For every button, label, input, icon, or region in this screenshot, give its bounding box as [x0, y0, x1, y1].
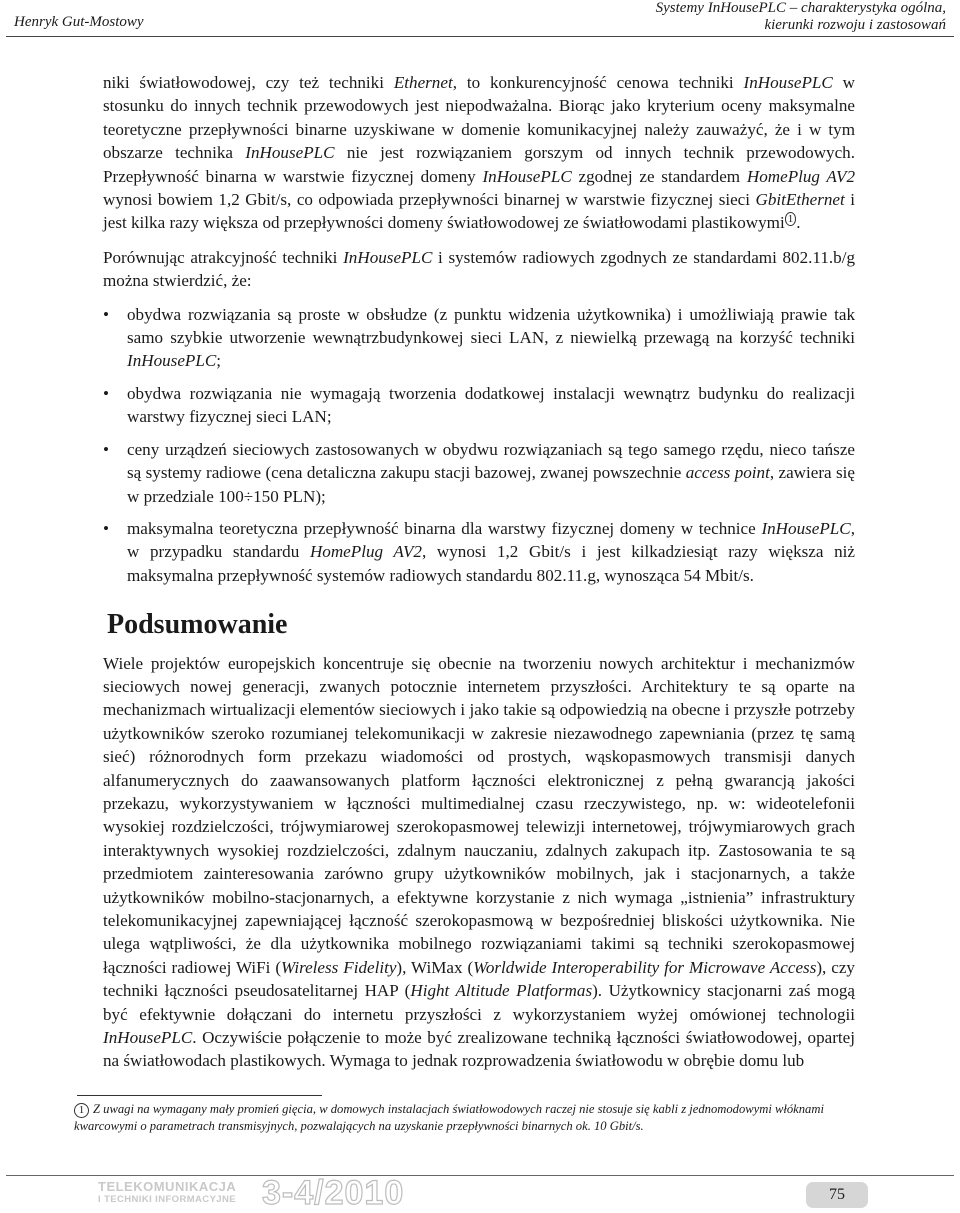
- header-title-line1: Systemy InHousePLC – charakterystyka ogólna,: [655, 0, 946, 16]
- italic-term: HomePlug AV2: [309, 542, 422, 562]
- footer-divider: [6, 1175, 954, 1176]
- paragraph-comparison: [103, 246, 855, 293]
- bullet-icon: •: [103, 518, 109, 538]
- text-run: , w przypadku standardu: [127, 518, 855, 562]
- footnote-mark: 1: [74, 1103, 89, 1118]
- text-run: ). Użytkownicy stacjonarni zaś mogą być efektywnie dołączani do internetu przyszłości z wykorzystaniem wyżej omówionej technologii: [103, 981, 855, 1024]
- bullet-icon: •: [103, 383, 109, 403]
- header-title: [656, 0, 946, 34]
- header-divider: [6, 36, 954, 37]
- footnote: [74, 1101, 874, 1135]
- bullet-text: [127, 519, 855, 585]
- bullet-item: [103, 382, 855, 429]
- paragraph-summary: [103, 652, 855, 1073]
- footnote-divider: [77, 1095, 322, 1096]
- text-run: i systemów radiowych zgodnych ze standardami 802.11.b/g można stwierdzić, że:: [103, 247, 855, 291]
- article-body: [103, 71, 855, 1073]
- text-run: niki światłowodowej, czy też techniki: [103, 73, 394, 92]
- italic-term: InHousePLC: [482, 166, 572, 186]
- text-run: w stosunku do innych technik przewodowych jest niepodważalna. Biorąc jako kryterium oceny maksymalne teoretyczne przepływności binarne uzyskiwane w domenie komunikacyjnej należy zauważyć, że i w tym obszarze technika: [103, 73, 855, 163]
- bullet-icon: •: [103, 304, 109, 324]
- text-run: . Oczywiście połączenie to może być zrealizowane techniką łączności światłowodowej, opartej na światłowodach plastikowych. Wymaga to jednak rozprowadzenia światłowodu w obrębie domu lub: [103, 1028, 855, 1071]
- bullet-item: [103, 438, 855, 508]
- italic-term: InHousePLC: [103, 1028, 193, 1048]
- journal-logo-line1: TELEKOMUNIKACJA: [98, 1179, 237, 1194]
- page-header: [0, 0, 960, 40]
- italic-term: access point: [685, 463, 770, 483]
- italic-term: Ethernet: [393, 73, 453, 92]
- text-run: obydwa rozwiązania nie wymagają tworzenia dodatkowej instalacji wewnątrz budynku do realizacji warstwy fizycznej sieci LAN;: [127, 383, 855, 427]
- text-run: zgodnej ze standardem: [571, 166, 747, 186]
- text-run: .: [796, 213, 801, 233]
- italic-term: GbitEthernet: [755, 190, 845, 210]
- italic-term: Worldwide Interoperability for Microwave Access: [473, 957, 817, 977]
- text-run: obydwa rozwiązania są proste w obsłudze (z punktu widzenia użytkownika) i umożliwiają prawie tak samo szybkie utworzenie wewnątrzbudynkowej sieci LAN, z niewielką przewagą na korzyść techniki: [127, 304, 855, 348]
- bullet-list: [103, 303, 855, 587]
- header-title-line2: kierunki rozwoju i zastosowań: [764, 17, 946, 33]
- text-run: nie jest rozwiązaniem gorszym od innych technik przewodowych. Przepływność binarna w warstwie fizycznej domeny: [103, 143, 855, 186]
- text-run: maksymalna teoretyczna przepływność binarna dla warstwy fizycznej domeny w technice: [127, 518, 762, 538]
- bullet-icon: •: [103, 439, 109, 459]
- text-run: , zawiera się w przedziale 100÷150 PLN);: [127, 463, 855, 506]
- bullet-text: [127, 440, 855, 506]
- text-run: i jest kilka razy większa od przepływności domeny światłowodowej ze światłowodami plastikowymi: [103, 190, 855, 233]
- bullet-text: [127, 384, 855, 426]
- journal-logo: [98, 1180, 236, 1206]
- italic-term: HomePlug AV2: [746, 166, 856, 186]
- header-author: Henryk Gut-Mostowy: [14, 14, 144, 30]
- text-run: , to konkurencyjność cenowa techniki: [452, 73, 744, 92]
- italic-term: Hight Altitude Platformas: [410, 981, 593, 1001]
- italic-term: Wireless Fidelity: [281, 957, 397, 977]
- text-run: wynosi bowiem 1,2 Gbit/s, co odpowiada przepływności binarnej w warstwie fizycznej sieci: [103, 190, 756, 210]
- italic-term: InHousePLC: [761, 518, 851, 538]
- paragraph-intro: [103, 71, 855, 235]
- footnote-text: Z uwagi na wymagany mały promień gięcia, w domowych instalacjach światłowodowych raczej nie stosuje się kabli z jednomodowymi włóknami kwarcowymi o parametrach transmisyjnych, pozwalających na uzyskanie przepływności binarnych ok. 10 Gbit/s.: [74, 1102, 824, 1133]
- footnote-reference: 1: [785, 212, 797, 226]
- section-heading: Podsumowanie: [107, 609, 288, 641]
- journal-logo-line2: I TECHNIKI INFORMACYJNE: [98, 1194, 236, 1205]
- bullet-item: [103, 303, 855, 373]
- italic-term: InHousePLC: [743, 73, 833, 92]
- page-number: 75: [806, 1182, 868, 1208]
- issue-number: 3-4/2010: [262, 1174, 405, 1212]
- text-run: , wynosi 1,2 Gbit/s i jest kilkadziesiąt razy większa niż maksymalna przepływność systemów radiowych standardu 802.11.g, wynosząca 54 Mbit/s.: [127, 542, 855, 585]
- text-run: ;: [216, 351, 222, 371]
- bullet-text: [127, 305, 855, 371]
- text-run: Porównując atrakcyjność techniki: [103, 247, 344, 267]
- italic-term: InHousePLC: [127, 351, 217, 371]
- text-run: ceny urządzeń sieciowych zastosowanych w obydwu rozwiązaniach są tego samego rzędu, nieco tańsze są systemy radiowe (cena detaliczna zakupu stacji bazowej, zwanej powszechnie: [127, 439, 855, 483]
- text-run: ), WiMax (: [396, 957, 474, 977]
- italic-term: InHousePLC: [245, 143, 335, 163]
- italic-term: InHousePLC: [343, 247, 433, 267]
- text-run: Wiele projektów europejskich koncentruje się obecnie na tworzeniu nowych architektur i mechanizmów sieciowych nowej generacji, zwanych potocznie internetem przyszłości. Architektury te są oparte na mechanizmach wirtualizacji elementów sieciowych i jako takie są odpowiedzią na obecne i przyszłe potrzeby użytkowników szeroko rozumianej telekomunikacji w zakresie niezawodnego zapewniania (przez tę samą sieć) różnorodnych form przekazu wiadomości od prostych, wąskopasmowych transmisji danych alfanumerycznych do zaawansowanych platform łączności elektronicznej z pełną gwarancją jakości przekazu, wykorzystywaniem w łączności multimedialnej czasu rzeczywistego, np. w: wideotelefonii wysokiej rozdzielczości, trójwymiarowej szerokopasmowej telewizji internetowej, trójwymiarowych grach interaktywnych wysokiej rozdzielczości, zdalnym nauczaniu, zdalnych zakupach itp. Zastosowania te są przedmiotem zainteresowania zarówno grupy użytkowników mobilnych, jak i stacjonarnych, a także użytkowników mobilno-stacjonarnych, a efektywne korzystanie z nich wymaga „istnienia” infrastruktury telekomunikacyjnej zapewniającej łączność szerokopasmową w bezpośredniej bliskości użytkownika. Nie ulega wątpliwości, że dla użytkownika mobilnego rozwiązaniami takimi są techniki szerokopasmowej łączności radiowej WiFi (: [103, 653, 855, 977]
- bullet-item: [103, 517, 855, 587]
- text-run: ), czy techniki łączności pseudosatelitarnej HAP (: [103, 957, 855, 1001]
